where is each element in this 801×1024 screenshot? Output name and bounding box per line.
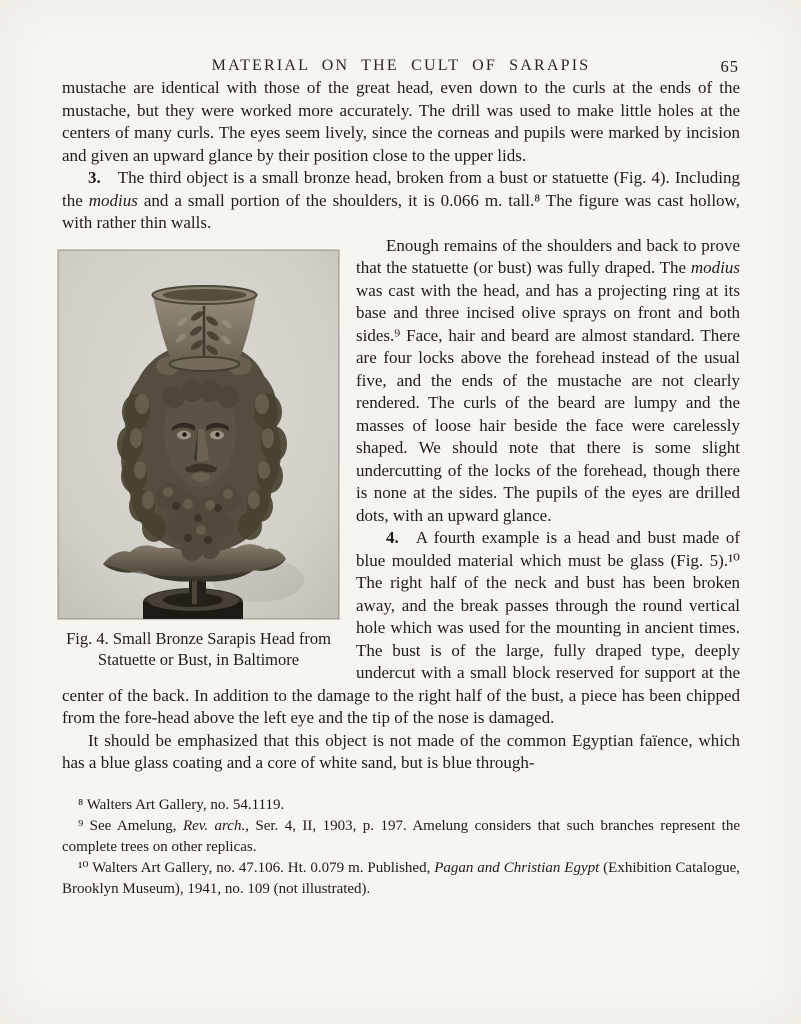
paragraph-emphasized: It should be emphasized that this object is not made of the common Egyptian faïence, which has a blue glass coating and a core of white sand, but is blue through- <box>62 730 740 772</box>
paragraph-item-4: 4. A fourth example is a head and bust made of blue moulded material which must be glass (Fig. 5).¹⁰ The right half of the neck and bust has been broken away, and the break passes through the round vertical hole which was used for the mounting in ancient times. The bust is of the large, fully draped type, deeply undercut with a small block reserved for support at the center of the back. In addition to the damage to the right half of the bust, a piece has been chipped from the fore-head above the left eye and the tip of the nose is damaged. <box>62 528 740 727</box>
paragraph-item-3: 3. The third object is a small bronze head, broken from a bust or statuette (Fig. 4). Including the modius and a small portion of the shoulders, it is 0.066 m. tall.⁸ The figure was cast hollow, with rather thin walls. <box>62 168 740 232</box>
figure-caption <box>58 628 339 670</box>
page-number: 65 <box>720 57 739 76</box>
paragraph-continuation: mustache are identical with those of the great head, even down to the curls at the ends of the mustache, but they were worked more accurately. The drill was used to make little holes at the centers of many curls. The eyes seem lively, since the corneas and pupils were marked by incision and given an upward glance by their position close to the upper lids. <box>62 78 740 165</box>
running-head <box>62 57 740 77</box>
footnote-8: ⁸ Walters Art Gallery, no. 54.1119. <box>78 796 285 813</box>
page-content <box>62 0 740 900</box>
running-head-title: MATERIAL ON THE CULT OF SARAPIS <box>211 57 591 74</box>
figure-caption-line2: Statuette or Bust, in Baltimore <box>97 649 300 669</box>
bronze-head-photo <box>58 250 339 619</box>
body-text <box>62 77 740 775</box>
footnote-10: ¹⁰ Walters Art Gallery, no. 47.106. Ht. 0.079 m. Published, Pagan and Christian Egypt (Exhibition Catalogue, Brooklyn Museum), 1941, no. 109 (not illustrated). <box>62 859 740 897</box>
figure-caption-line1: Fig. 4. Small Bronze Sarapis Head from <box>66 628 331 648</box>
footnote-9: ⁹ See Amelung, Rev. arch., Ser. 4, II, 1903, p. 197. Amelung considers that such branches represent the complete trees on other replicas. <box>62 817 740 855</box>
figure-4 <box>58 250 339 670</box>
paragraph-enough-remains: Enough remains of the shoulders and back to prove that the statuette (or bust) was fully draped. The modius was cast with the head, and has a projecting ring at its base and three incised olive sprays on front and both sides.⁹ Face, hair and beard are almost standard. There are four locks above the forehead instead of the usual five, and the ends of the mustache are not clearly rendered. The curls of the beard are lumpy and the masses of loose hair beside the face were carelessly shaped. We should note that there is some slight undercutting of the locks of the forehead, though there is none at the sides. The pupils of the eyes are drilled dots, with an upward glance. <box>356 235 740 525</box>
footnotes <box>62 795 740 900</box>
